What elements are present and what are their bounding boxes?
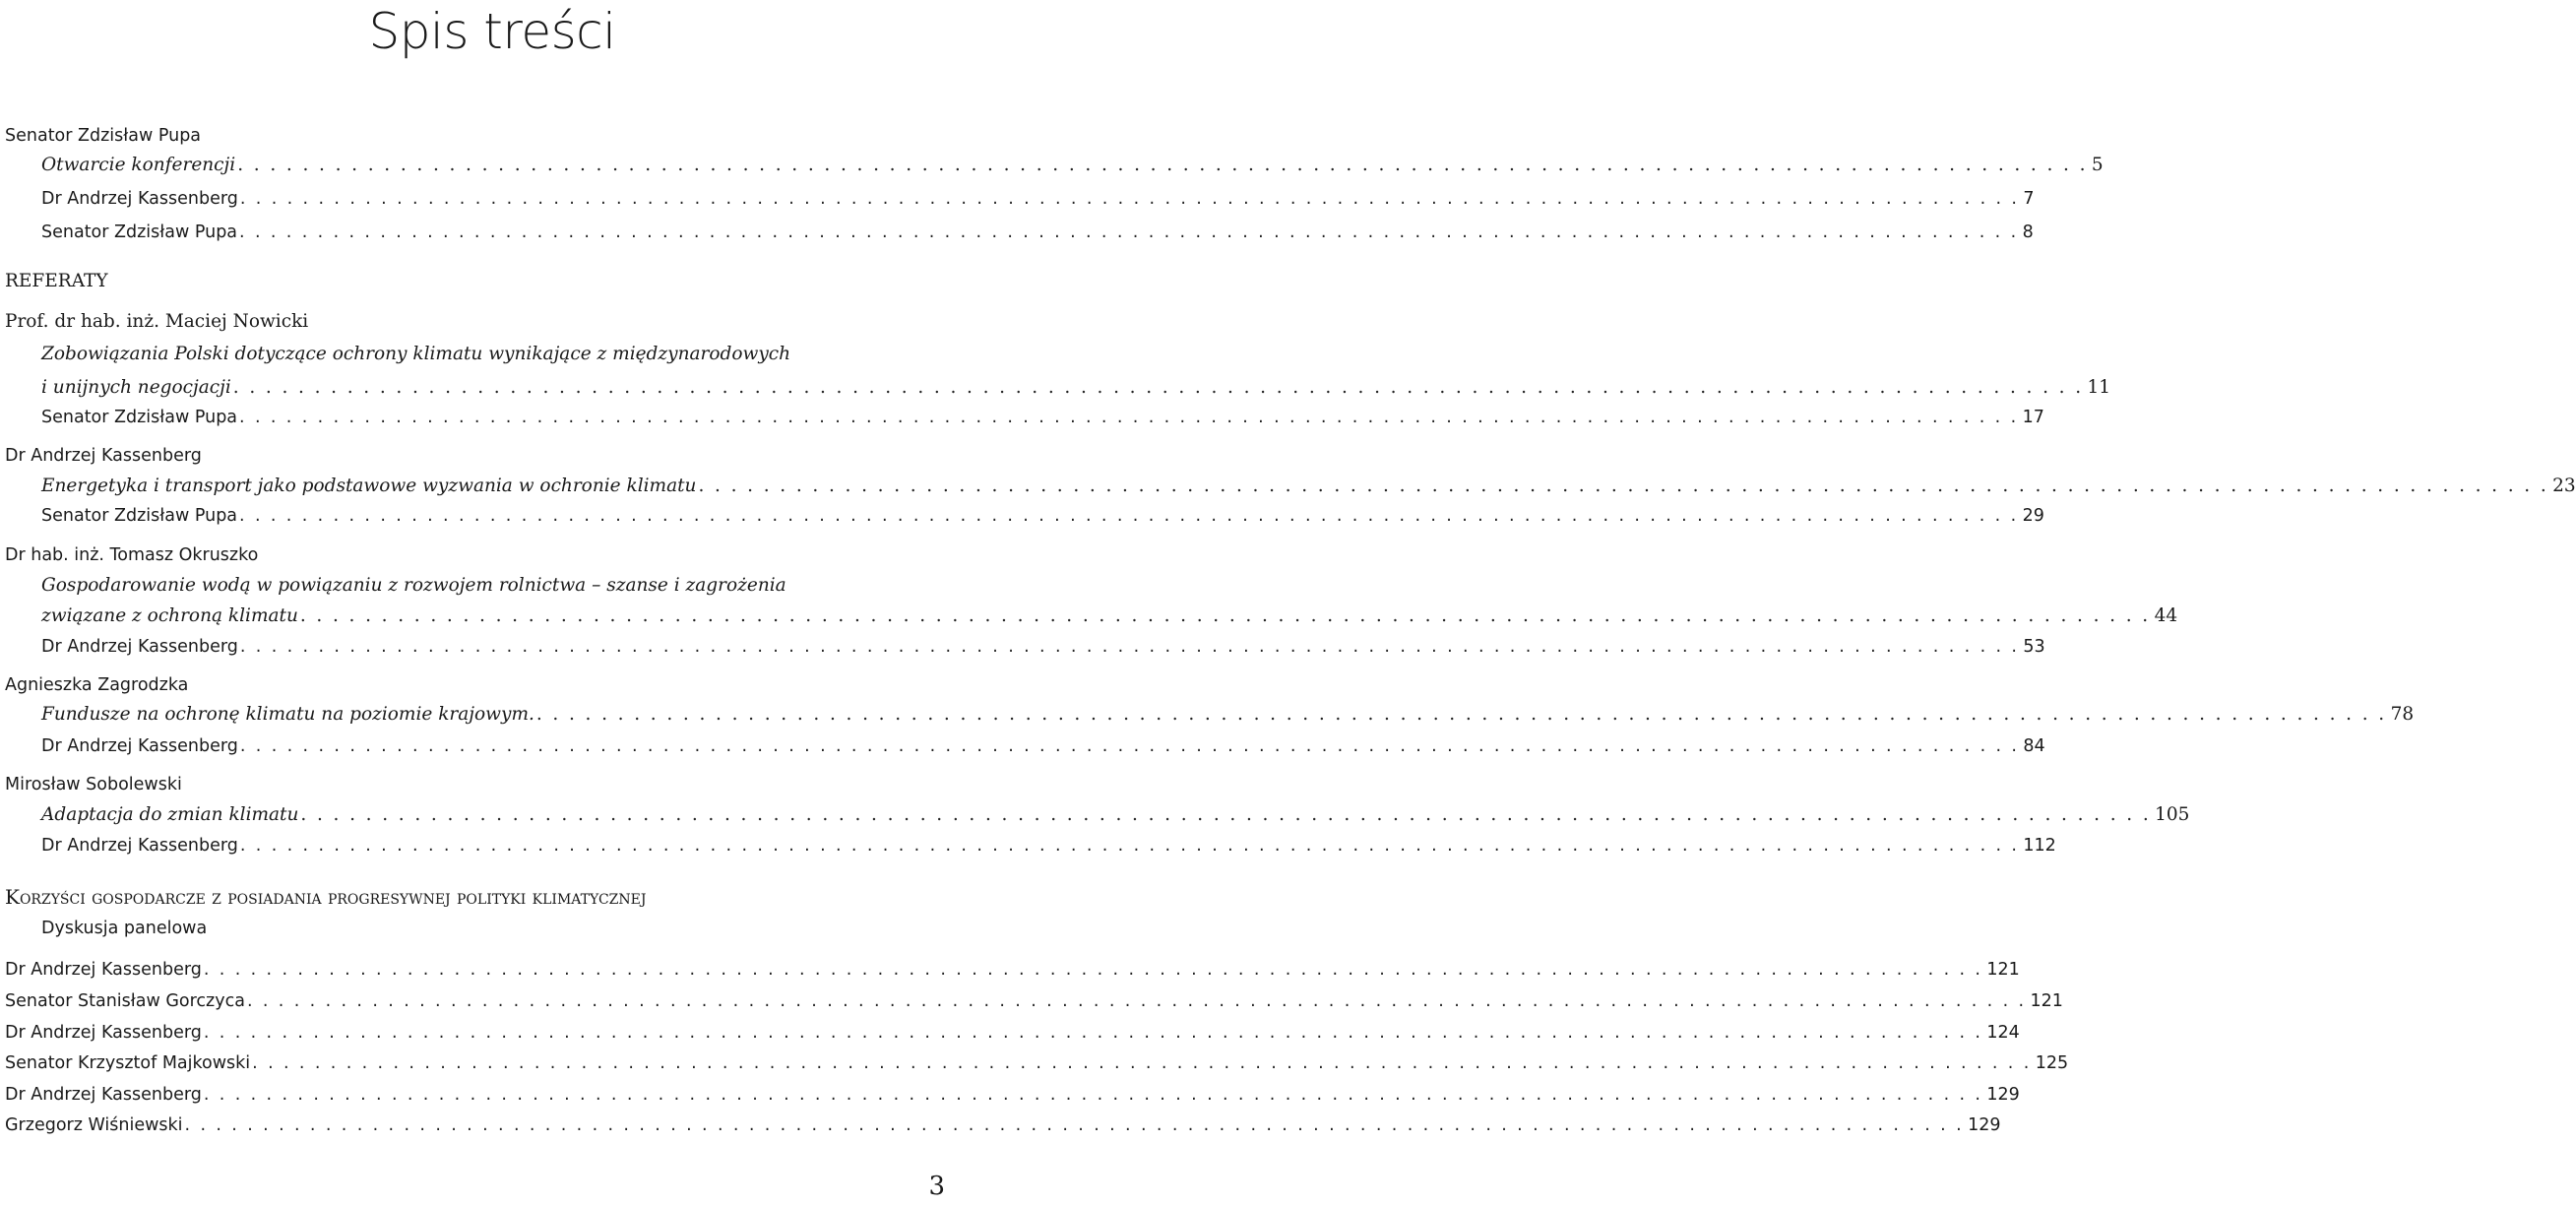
toc-entry bbox=[41, 604, 2178, 629]
toc-page-number: 129 bbox=[1968, 1115, 2001, 1135]
toc-page-number: 53 bbox=[2023, 637, 2045, 657]
toc-entry bbox=[41, 802, 2190, 828]
toc-entry-title: Senator Zdzisław Pupa bbox=[41, 408, 238, 427]
toc-author: Agnieszka Zagrodzka bbox=[5, 675, 189, 695]
dot-leader: . . . . . . . . . . . . . . . . . . . . . . . . . . . . . . . . . . . . . . . . . . . . . . . . . . . . . . . . . . . . . . . . . . . . . . . . . . . . . . . . . . . . . . . . . . . . . . . . . . . . . . . . . . . . . . . . . . bbox=[237, 155, 2088, 175]
toc-entry bbox=[5, 1020, 2020, 1046]
toc-entry-title: Zobowiązania Polski dotyczące ochrony klimatu wynikające z międzynarodowych bbox=[41, 344, 791, 364]
toc-page-number: 129 bbox=[1986, 1085, 2020, 1105]
toc-entry-title: Otwarcie konferencji bbox=[41, 155, 236, 175]
toc-entry bbox=[41, 153, 2104, 178]
toc-page-number: 112 bbox=[2023, 836, 2056, 856]
toc-page-number: 121 bbox=[2030, 991, 2063, 1011]
toc-page-number: 125 bbox=[2035, 1053, 2069, 1073]
dot-leader: . . . . . . . . . . . . . . . . . . . . . . . . . . . . . . . . . . . . . . . . . . . . . . . . . . . . . . . . . . . . . . . . . . . . . . . . . . . . . . . . . . . . . . . . . . . . . . . . . . . . . . . . . . . . . . . . . . bbox=[239, 506, 2019, 526]
toc-entry bbox=[41, 474, 2576, 499]
toc-entry-title: i unijnych negocjacji bbox=[41, 377, 231, 398]
toc-entry-title: Senator Zdzisław Pupa bbox=[41, 222, 238, 242]
toc-author: Senator Zdzisław Pupa bbox=[5, 126, 202, 146]
dot-leader: . . . . . . . . . . . . . . . . . . . . . . . . . . . . . . . . . . . . . . . . . . . . . . . . . . . . . . . . . . . . . . . . . . . . . . . . . . . . . . . . . . . . . . . . . . . . . . . . . . . . . . . . . . . . . . . . . . bbox=[203, 960, 1983, 980]
toc-page-number: 105 bbox=[2155, 804, 2190, 825]
toc-entry-title: Dr Andrzej Kassenberg bbox=[41, 736, 238, 756]
dot-leader: . . . . . . . . . . . . . . . . . . . . . . . . . . . . . . . . . . . . . . . . . . . . . . . . . . . . . . . . . . . . . . . . . . . . . . . . . . . . . . . . . . . . . . . . . . . . . . . . . . . . . . . . . . . . . . . . . . bbox=[299, 605, 2151, 626]
toc-page-number: 121 bbox=[1986, 960, 2020, 980]
toc-entry bbox=[5, 1082, 2020, 1108]
dot-leader: . . . . . . . . . . . . . . . . . . . . . . . . . . . . . . . . . . . . . . . . . . . . . . . . . . . . . . . . . . . . . . . . . . . . . . . . . . . . . . . . . . . . . . . . . . . . . . . . . . . . . . . . . . . . . . . . . . bbox=[232, 377, 2084, 398]
toc-page-number: 44 bbox=[2154, 605, 2178, 626]
dot-leader: . . . . . . . . . . . . . . . . . . . . . . . . . . . . . . . . . . . . . . . . . . . . . . . . . . . . . . . . . . . . . . . . . . . . . . . . . . . . . . . . . . . . . . . . . . . . . . . . . . . . . . . . . . . . . . . . . . bbox=[239, 408, 2019, 427]
dot-leader: . . . . . . . . . . . . . . . . . . . . . . . . . . . . . . . . . . . . . . . . . . . . . . . . . . . . . . . . . . . . . . . . . . . . . . . . . . . . . . . . . . . . . . . . . . . . . . . . . . . . . . . . . . . . . . . . . . bbox=[239, 836, 2020, 856]
toc-entry-title: związane z ochroną klimatu bbox=[41, 605, 298, 626]
dot-leader: . . . . . . . . . . . . . . . . . . . . . . . . . . . . . . . . . . . . . . . . . . . . . . . . . . . . . . . . . . . . . . . . . . . . . . . . . . . . . . . . . . . . . . . . . . . . . . . . . . . . . . . . . . . . . . . . . . bbox=[535, 704, 2387, 725]
toc-section-heading: REFERATY bbox=[5, 271, 108, 291]
toc-page-number: 23 bbox=[2552, 476, 2576, 496]
toc-section-heading: Korzyści gospodarcze z posiadania progresywnej polityki klimatycznej bbox=[5, 885, 647, 909]
toc-page-number: 29 bbox=[2022, 506, 2044, 526]
toc-entry-title: Fundusze na ochronę klimatu na poziomie krajowym. bbox=[41, 704, 534, 725]
dot-leader: . . . . . . . . . . . . . . . . . . . . . . . . . . . . . . . . . . . . . . . . . . . . . . . . . . . . . . . . . . . . . . . . . . . . . . . . . . . . . . . . . . . . . . . . . . . . . . . . . . . . . . . . . . . . . . . . . . bbox=[239, 736, 2020, 756]
toc-author: Prof. dr hab. inż. Maciej Nowicki bbox=[5, 311, 309, 332]
toc-entry-title: Adaptacja do zmian klimatu bbox=[41, 804, 299, 825]
toc-entry-title: Senator Zdzisław Pupa bbox=[41, 506, 238, 526]
toc-entry-title: Gospodarowanie wodą w powiązaniu z rozwojem rolnictwa – szanse i zagrożenia bbox=[41, 575, 786, 596]
dot-leader: . . . . . . . . . . . . . . . . . . . . . . . . . . . . . . . . . . . . . . . . . . . . . . . . . . . . . . . . . . . . . . . . . . . . . . . . . . . . . . . . . . . . . . . . . . . . . . . . . . . . . . . . . . . . . . . . . . bbox=[246, 991, 2027, 1011]
dot-leader: . . . . . . . . . . . . . . . . . . . . . . . . . . . . . . . . . . . . . . . . . . . . . . . . . . . . . . . . . . . . . . . . . . . . . . . . . . . . . . . . . . . . . . . . . . . . . . . . . . . . . . . . . . . . . . . . . . bbox=[698, 476, 2549, 496]
toc-page-number: 11 bbox=[2087, 377, 2111, 398]
toc-entry bbox=[5, 988, 2063, 1014]
dot-leader: . . . . . . . . . . . . . . . . . . . . . . . . . . . . . . . . . . . . . . . . . . . . . . . . . . . . . . . . . . . . . . . . . . . . . . . . . . . . . . . . . . . . . . . . . . . . . . . . . . . . . . . . . . . . . . . . . . bbox=[239, 189, 2020, 209]
toc-page-number: 8 bbox=[2022, 222, 2034, 242]
page-title: Spis treści bbox=[368, 3, 616, 60]
page-number: 3 bbox=[928, 1172, 945, 1201]
toc-entry bbox=[41, 733, 2045, 759]
dot-leader: . . . . . . . . . . . . . . . . . . . . . . . . . . . . . . . . . . . . . . . . . . . . . . . . . . . . . . . . . . . . . . . . . . . . . . . . . . . . . . . . . . . . . . . . . . . . . . . . . . . . . . . . . . . . . . . . . . bbox=[239, 637, 2020, 657]
toc-page-number: 78 bbox=[2390, 704, 2415, 725]
toc-entry bbox=[41, 503, 2044, 529]
toc-entry bbox=[41, 634, 2045, 660]
toc-entry bbox=[41, 375, 2111, 401]
toc-entry-title: Dr Andrzej Kassenberg bbox=[41, 637, 238, 657]
toc-entry-title: Dr Andrzej Kassenberg bbox=[41, 836, 238, 856]
toc-entry bbox=[5, 957, 2020, 983]
dot-leader: . . . . . . . . . . . . . . . . . . . . . . . . . . . . . . . . . . . . . . . . . . . . . . . . . . . . . . . . . . . . . . . . . . . . . . . . . . . . . . . . . . . . . . . . . . . . . . . . . . . . . . . . . . . . . . . . . . bbox=[252, 1053, 2032, 1073]
dot-leader: . . . . . . . . . . . . . . . . . . . . . . . . . . . . . . . . . . . . . . . . . . . . . . . . . . . . . . . . . . . . . . . . . . . . . . . . . . . . . . . . . . . . . . . . . . . . . . . . . . . . . . . . . . . . . . . . . . bbox=[203, 1085, 1983, 1105]
toc-author: Dr Andrzej Kassenberg bbox=[5, 446, 202, 466]
toc-author: Dr hab. inż. Tomasz Okruszko bbox=[5, 545, 259, 565]
toc-entry bbox=[41, 220, 2034, 245]
toc-entry bbox=[41, 186, 2035, 212]
toc-entry-title: Senator Stanisław Gorczyca bbox=[5, 991, 245, 1011]
toc-entry-title: Energetyka i transport jako podstawowe wyzwania w ochronie klimatu bbox=[41, 476, 697, 496]
toc-entry bbox=[41, 405, 2044, 430]
dot-leader: . . . . . . . . . . . . . . . . . . . . . . . . . . . . . . . . . . . . . . . . . . . . . . . . . . . . . . . . . . . . . . . . . . . . . . . . . . . . . . . . . . . . . . . . . . . . . . . . . . . . . . . . . . . . . . . . . . bbox=[184, 1115, 1965, 1135]
toc-page-number: 84 bbox=[2023, 736, 2045, 756]
toc-page-number: 7 bbox=[2023, 189, 2035, 209]
toc-entry bbox=[5, 1050, 2069, 1076]
toc-entry bbox=[41, 833, 2056, 858]
toc-entry bbox=[41, 702, 2415, 728]
toc-entry-title: Dr Andrzej Kassenberg bbox=[5, 1023, 202, 1043]
toc-subtitle: Dyskusja panelowa bbox=[41, 919, 208, 938]
toc-page-number: 124 bbox=[1986, 1023, 2020, 1043]
dot-leader: . . . . . . . . . . . . . . . . . . . . . . . . . . . . . . . . . . . . . . . . . . . . . . . . . . . . . . . . . . . . . . . . . . . . . . . . . . . . . . . . . . . . . . . . . . . . . . . . . . . . . . . . . . . . . . . . . . bbox=[300, 804, 2152, 825]
toc-page-number: 17 bbox=[2022, 408, 2044, 427]
toc-entry-title: Senator Krzysztof Majkowski bbox=[5, 1053, 251, 1073]
toc-entry-title: Dr Andrzej Kassenberg bbox=[41, 189, 238, 209]
toc-entry-title: Dr Andrzej Kassenberg bbox=[5, 1085, 202, 1105]
toc-entry bbox=[5, 1112, 2001, 1138]
toc-entry-title: Grzegorz Wiśniewski bbox=[5, 1115, 183, 1135]
dot-leader: . . . . . . . . . . . . . . . . . . . . . . . . . . . . . . . . . . . . . . . . . . . . . . . . . . . . . . . . . . . . . . . . . . . . . . . . . . . . . . . . . . . . . . . . . . . . . . . . . . . . . . . . . . . . . . . . . . bbox=[239, 222, 2019, 242]
toc-page-number: 5 bbox=[2091, 155, 2104, 175]
dot-leader: . . . . . . . . . . . . . . . . . . . . . . . . . . . . . . . . . . . . . . . . . . . . . . . . . . . . . . . . . . . . . . . . . . . . . . . . . . . . . . . . . . . . . . . . . . . . . . . . . . . . . . . . . . . . . . . . . . bbox=[203, 1023, 1983, 1043]
toc-author: Mirosław Sobolewski bbox=[5, 775, 182, 794]
toc-entry-title: Dr Andrzej Kassenberg bbox=[5, 960, 202, 980]
